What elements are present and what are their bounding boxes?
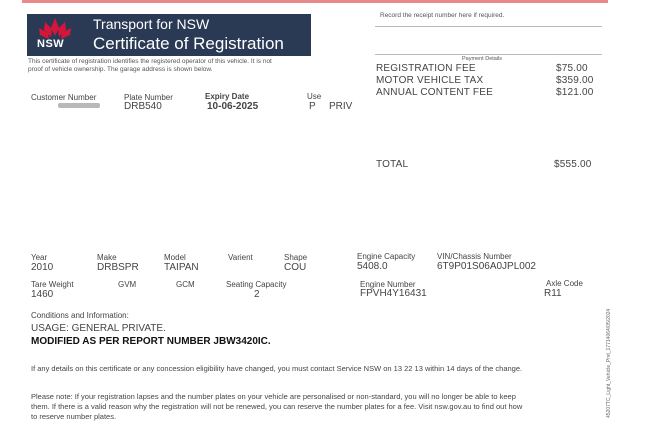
engine-number-value: FPVH4Y16431 (360, 288, 427, 299)
disclaimer-line1: This certificate of registration identifies the registered operator of this vehicle. It is not (28, 58, 272, 65)
tare-weight-label: Tare Weight (31, 280, 74, 289)
page-title: Certificate of Registration (93, 34, 284, 53)
customer-number-redacted (58, 103, 100, 108)
expiry-date: 10-06-2025 (207, 101, 259, 112)
logo-text: NSW (37, 38, 65, 50)
year-label: Year (31, 253, 48, 262)
seating-capacity-label: Seating Capacity (226, 280, 287, 289)
org-name: Transport for NSW (93, 16, 210, 32)
receipt-divider (375, 26, 602, 27)
disclaimer-line2: proof of vehicle ownership. The garage address is shown below. (28, 66, 213, 73)
gcm-label: GCM (176, 280, 195, 289)
annual-content-fee-amount: $121.00 (556, 87, 594, 98)
top-border (22, 0, 608, 3)
receipt-note: Record the receipt number here if required. (380, 12, 505, 19)
seating-capacity-value: 2 (254, 289, 260, 300)
engine-number-label: Engine Number (360, 280, 416, 289)
model-value: TAIPAN (164, 262, 199, 273)
total-amount: $555.00 (554, 159, 592, 170)
tare-weight-value: 1460 (31, 289, 54, 300)
registration-fee-label: REGISTRATION FEE (376, 63, 476, 74)
engine-capacity-label: Engine Capacity (357, 252, 416, 261)
engine-capacity-value: 5408.0 (357, 261, 388, 272)
annual-content-fee-label: ANNUAL CONTENT FEE (376, 87, 493, 98)
use-code: P (309, 101, 316, 112)
variant-label: Varient (228, 253, 253, 262)
year-value: 2010 (31, 262, 54, 273)
change-notice: If any details on this certificate or any concession eligibility have changed, you must contact Service NSW on 13 22 13 within 14 days of the change. (31, 364, 523, 373)
usage-condition: USAGE: GENERAL PRIVATE. (31, 323, 166, 334)
header-banner (27, 14, 311, 56)
payment-heading: Payment Details (462, 56, 503, 62)
model-label: Model (164, 253, 186, 262)
make-label: Make (97, 253, 117, 262)
lapse-notice-line3: to reserve number plates. (31, 412, 117, 421)
axle-code-value: R11 (544, 288, 562, 299)
lapse-notice-line2: them. If there is a valid reason why the registration will not be renewed, you can reserve the number plates for a fee. Visit nsw.gov.au to find out how (31, 402, 523, 411)
motor-vehicle-tax-amount: $359.00 (556, 75, 594, 86)
modified-condition: MODIFIED AS PER REPORT NUMBER JBW3420IC. (31, 336, 271, 347)
payment-divider (375, 54, 602, 55)
customer-number-label: Customer Number (31, 93, 97, 102)
vin-label: VIN/Chassis Number (437, 252, 512, 261)
shape-label: Shape (284, 253, 308, 262)
expiry-date-label: Expiry Date (205, 92, 250, 101)
conditions-label: Conditions and Information: (31, 311, 129, 320)
axle-code-label: Axle Code (546, 279, 583, 288)
vin-value: 6T9P01S06A0JPL002 (437, 261, 536, 272)
registration-fee-amount: $75.00 (556, 63, 588, 74)
shape-value: COU (284, 262, 307, 273)
plate-number-label: Plate Number (124, 93, 173, 102)
plate-number: DRB540 (124, 101, 162, 112)
use-label: Use (307, 92, 322, 101)
use-value: PRIV (329, 101, 353, 112)
side-form-code: 45207TC_Light_Vehicle_Prvt_17714064/05/2024 (606, 308, 612, 418)
motor-vehicle-tax-label: MOTOR VEHICLE TAX (376, 75, 484, 86)
make-value: DRBSPR (97, 262, 139, 273)
gvm-label: GVM (118, 280, 137, 289)
total-label: TOTAL (376, 159, 409, 170)
lapse-notice-line1: Please note: If your registration lapses and the number plates on your vehicle are personalised or non-standard, you will no longer be able to keep (31, 392, 516, 401)
